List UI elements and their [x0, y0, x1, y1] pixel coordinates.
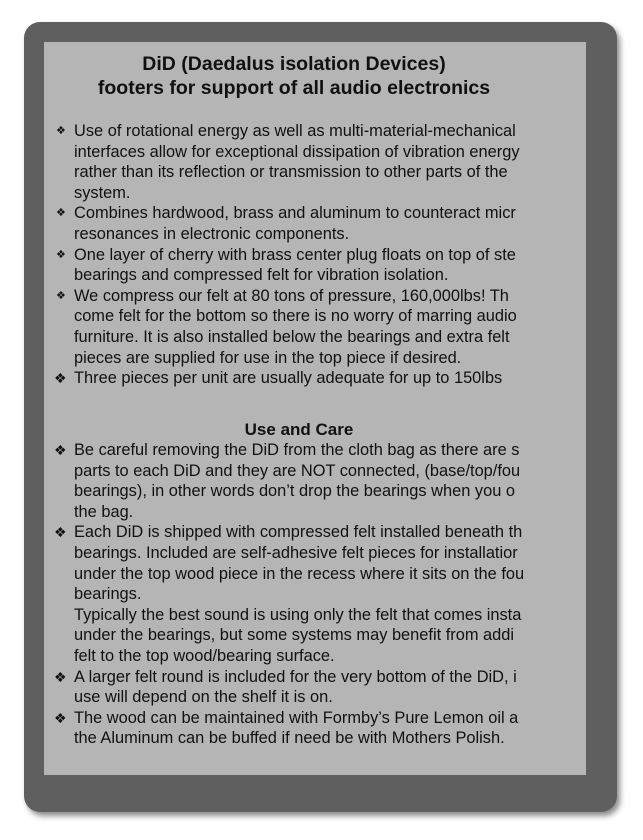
info-panel [44, 42, 586, 775]
feature-item: ❖ One layer of cherry with brass center plug floats on top of ste bearings and compressed felt for vibration isolation. [56, 245, 516, 285]
title-line-2: footers for support of all audio electronics [97, 77, 491, 99]
feature-item: ❖ Three pieces per unit are usually adequate for up to 150lbs [54, 369, 503, 388]
care-list [44, 440, 524, 749]
diamond-bullet-icon: ❖ [56, 248, 66, 261]
features-list [44, 121, 520, 389]
diamond-bullet-icon: ❖ [54, 442, 67, 458]
care-item: ❖ Be careful removing the DiD from the cloth bag as there are s parts to each DiD and they are NOT connected, (base/top/fou bearings), in other words don’t drop the bearings when you o the bag. [54, 441, 521, 521]
care-item-note: Typically the best sound is using only the felt that comes insta under the bearings, but some systems may benefit from addi felt to the top wood/bearing surface. [74, 605, 522, 665]
use-and-care-heading: Use and Care [244, 420, 354, 439]
diamond-bullet-icon: ❖ [56, 125, 66, 137]
diamond-bullet-icon: ❖ [54, 370, 67, 387]
feature-item: ❖ We compress our felt at 80 tons of pressure, 160,000lbs! Th come felt for the bottom so there is no worry of marring audio furniture. It is also installed below the bearings and extra felt pieces are supplied for use in the top piece if desired. [56, 286, 517, 367]
document-title [44, 52, 544, 100]
diamond-bullet-icon: ❖ [56, 207, 66, 220]
care-item: ❖ A larger felt round is included for the very bottom of the DiD, i use will depend on the shelf it is on. [54, 667, 517, 707]
care-item: ❖ Each DiD is shipped with compressed felt installed beneath th bearings. Included are self-adhesive felt pieces for installatior under the top wood piece in the recess where it sits on the fou bearings. [54, 523, 525, 604]
feature-item: ❖ Use of rotational energy as well as multi-material-mechanical interfaces allow for exceptional dissipation of vibration energy rather than its reflection or transmission to other parts of the system. [56, 122, 520, 202]
diamond-bullet-icon: ❖ [54, 668, 67, 685]
title-line-1: DiD (Daedalus isolation Devices) [142, 53, 446, 75]
diamond-bullet-icon: ❖ [56, 289, 66, 302]
diamond-bullet-icon: ❖ [54, 524, 67, 541]
care-item: ❖ The wood can be maintained with Formby’s Pure Lemon oil a the Aluminum can be buffed if need be with Mothers Polish. [54, 708, 519, 748]
feature-item: ❖ Combines hardwood, brass and aluminum to counteract micr resonances in electronic components. [56, 204, 516, 243]
diamond-bullet-icon: ❖ [54, 709, 67, 726]
